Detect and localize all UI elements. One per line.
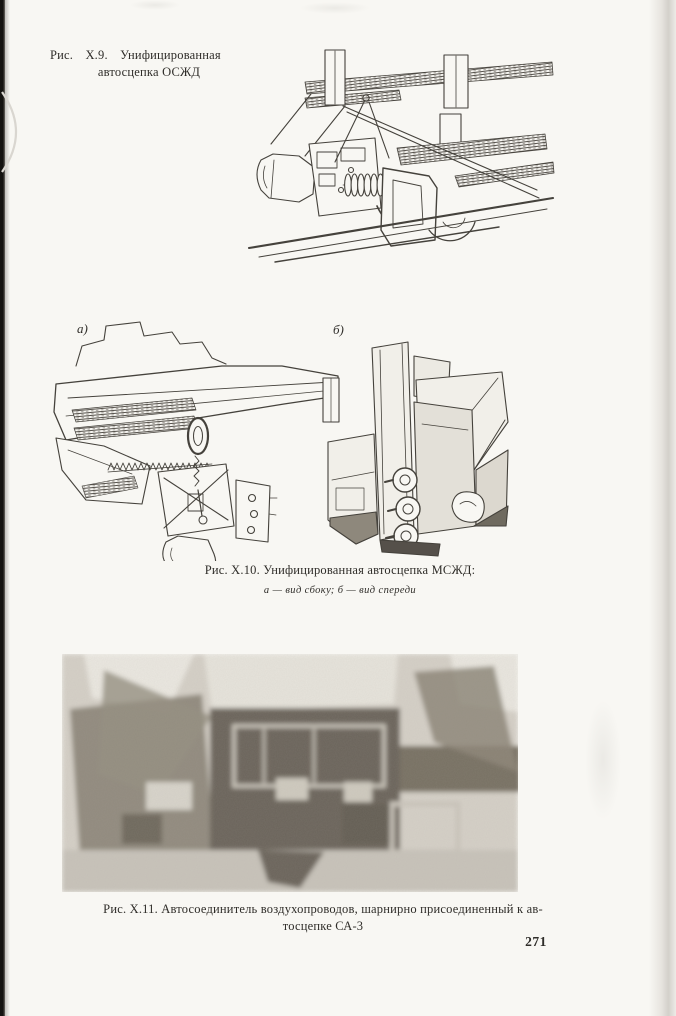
- scan-right-edge-shadow: [649, 0, 676, 1016]
- scan-smudge: [130, 0, 180, 10]
- page-number: 271: [525, 934, 547, 949]
- page-curl-mark: [0, 90, 34, 174]
- figure-x11-connector-photo: [62, 654, 518, 892]
- figure-x9-caption-line2: автосцепка ОСЖД: [97, 65, 201, 79]
- figure-x10-label-b: б): [333, 322, 344, 337]
- figure-x11-caption-line1: Рис. X.11. Автосоединитель воздухопроводов, шарнирно присоединенный к ав-: [103, 902, 543, 916]
- figure-x9-caption: [50, 47, 248, 81]
- figure-x10-subcaption: а — вид сбоку; б — вид спереди: [263, 585, 417, 596]
- figure-x10-caption-line: Рис. X.10. Унифицированная автосцепка МСЖД:: [204, 563, 476, 577]
- figure-x10-caption: [55, 562, 625, 599]
- figure-x9-caption-line1: Рис. X.9. Унифицированная: [50, 48, 221, 62]
- scan-smudge: [300, 2, 370, 14]
- figure-x11-caption-line2: тосцепке СА-3: [282, 919, 364, 933]
- figure-x10a-side-view-drawing: [46, 316, 346, 561]
- scan-smudge: [585, 700, 621, 820]
- figure-x10-label-a: а): [77, 321, 88, 336]
- figure-x10b-front-view-drawing: [322, 328, 514, 560]
- figure-x9-osjd-coupler-drawing: [247, 48, 560, 263]
- figure-x11-caption: [33, 901, 613, 935]
